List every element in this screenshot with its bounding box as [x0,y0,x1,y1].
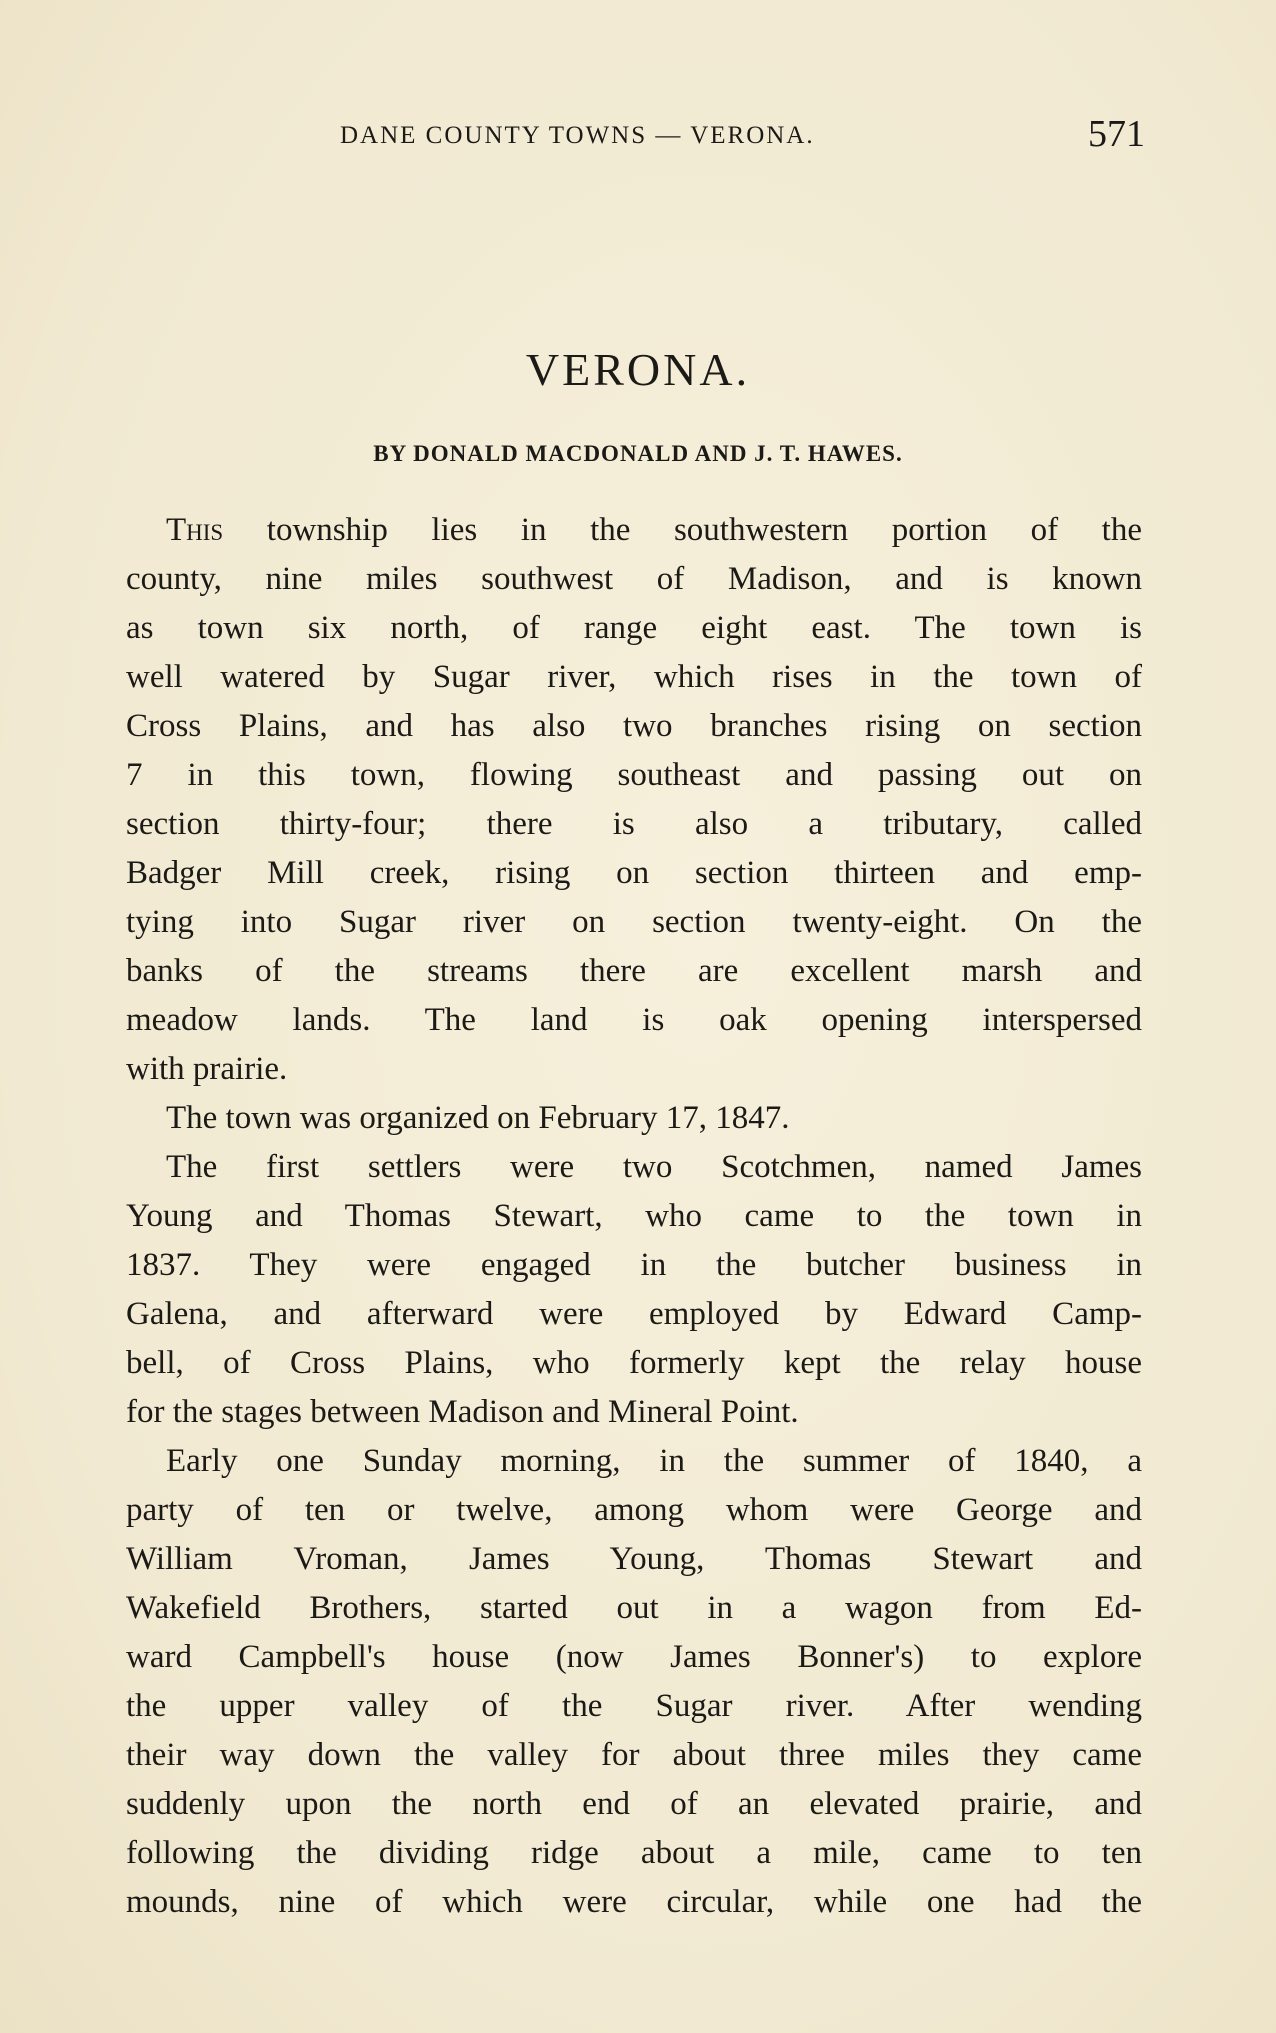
text-line: Wakefield Brothers, started out in a wagon from Ed- [126,1590,1142,1626]
text-line: Badger Mill creek, rising on section thirteen and emp- [126,855,1142,891]
text-line: Galena, and afterward were employed by Edward Camp- [126,1296,1142,1332]
text-line: bell, of Cross Plains, who formerly kept the relay house [126,1345,1142,1381]
text-line: banks of the streams there are excellent marsh and [126,953,1142,989]
text-line: tying into Sugar river on section twenty-eight. On the [126,904,1142,940]
byline: BY DONALD MACDONALD AND J. T. HAWES. [373,441,903,466]
running-head [0,112,1276,162]
text-line: Early one Sunday morning, in the summer of 1840, a [166,1443,1142,1479]
text-line: The first settlers were two Scotchmen, named James [166,1149,1142,1185]
text-line: for the stages between Madison and Mineral Point. [126,1394,799,1430]
text-line: ward Campbell's house (now James Bonner's) to explore [126,1639,1142,1675]
text-line: Cross Plains, and has also two branches rising on section [126,708,1142,744]
text-line: meadow lands. The land is oak opening interspersed [126,1002,1142,1038]
text-line: 1837. They were engaged in the butcher business in [126,1247,1142,1283]
chapter-title: VERONA. [525,344,751,395]
body-text [126,506,1142,1927]
text-line: well watered by Sugar river, which rises in the town of [126,659,1142,695]
text-line: party of ten or twelve, among whom were George and [126,1492,1142,1528]
text-line: William Vroman, James Young, Thomas Stewart and [126,1541,1142,1577]
running-title: DANE COUNTY TOWNS — VERONA. [340,122,815,149]
text-line: The town was organized on February 17, 1847. [166,1100,790,1136]
text-line: as town six north, of range eight east. The town is [126,610,1142,646]
page-number: 571 [1088,113,1145,155]
text-line: section thirty-four; there is also a tributary, called [126,806,1142,842]
text-line: 7 in this town, flowing southeast and passing out on [126,757,1142,793]
text-line: with prairie. [126,1051,288,1087]
text-line: the upper valley of the Sugar river. After wending [126,1688,1142,1724]
text-line: mounds, nine of which were circular, while one had the [126,1884,1142,1920]
text-line: county, nine miles southwest of Madison, and is known [126,561,1142,597]
text-line: Young and Thomas Stewart, who came to the town in [126,1198,1142,1234]
text-line: their way down the valley for about three miles they came [126,1737,1142,1773]
text-line: following the dividing ridge about a mile, came to ten [126,1835,1142,1871]
text-line: This township lies in the southwestern portion of the [166,512,1142,548]
text-line: suddenly upon the north end of an elevated prairie, and [126,1786,1142,1822]
